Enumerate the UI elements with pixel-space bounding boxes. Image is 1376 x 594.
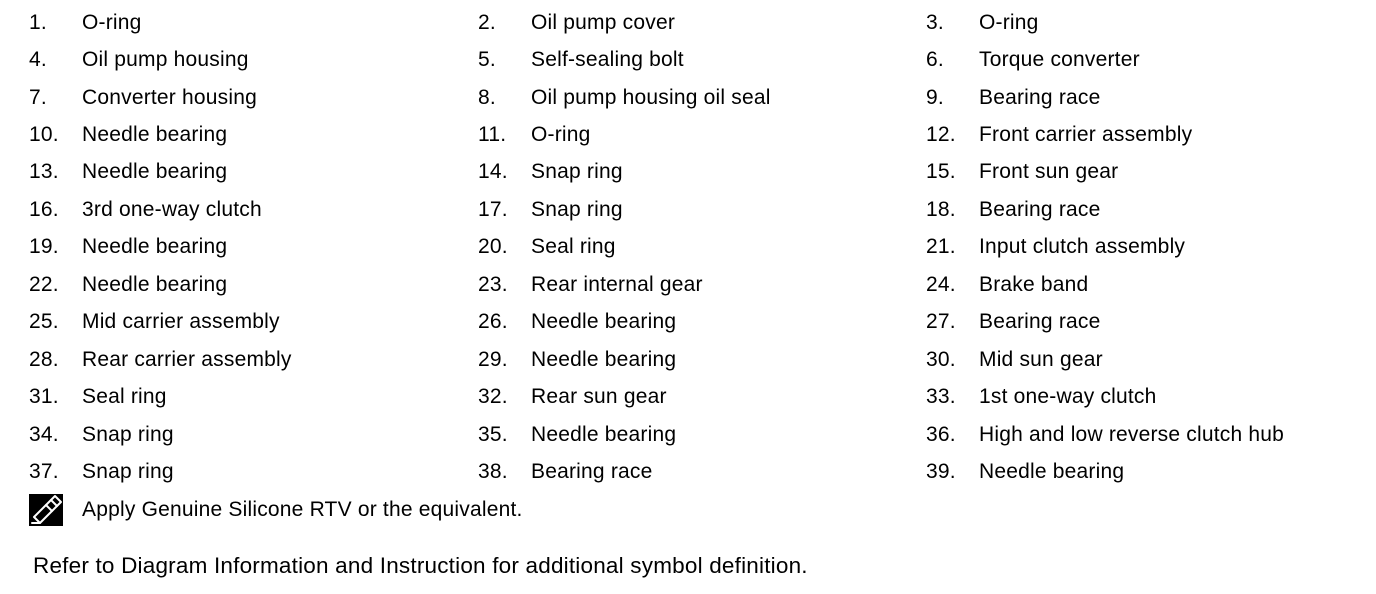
legend-item — [926, 41, 1140, 78]
item-number: 25. — [29, 310, 59, 334]
item-number: 29. — [478, 347, 508, 371]
item-label: Snap ring — [531, 197, 623, 221]
legend-item — [478, 191, 623, 228]
item-label: O-ring — [82, 10, 142, 34]
item-label: 3rd one-way clutch — [82, 197, 262, 221]
item-label: Snap ring — [531, 160, 623, 184]
item-number: 17. — [478, 197, 508, 221]
legend-item — [926, 341, 1103, 378]
legend-item — [478, 416, 676, 453]
legend-item — [29, 4, 142, 41]
item-label: Seal ring — [531, 235, 616, 259]
item-label: Needle bearing — [979, 459, 1125, 483]
legend-item — [478, 341, 676, 378]
item-number: 12. — [926, 123, 956, 147]
item-label: Oil pump housing — [82, 48, 249, 72]
legend-item — [478, 266, 703, 303]
item-label: Mid carrier assembly — [82, 310, 280, 334]
item-label: Rear internal gear — [531, 272, 703, 296]
item-label: Rear sun gear — [531, 385, 667, 409]
item-label: Self-sealing bolt — [531, 48, 684, 72]
item-number: 16. — [29, 197, 59, 221]
item-label: Bearing race — [979, 310, 1101, 334]
legend-item — [926, 4, 1039, 41]
legend-item — [478, 304, 676, 341]
legend-item — [926, 266, 1088, 303]
legend-item — [926, 191, 1100, 228]
legend-row — [29, 266, 1359, 303]
item-number: 30. — [926, 347, 956, 371]
item-number: 18. — [926, 197, 956, 221]
legend-item — [478, 453, 652, 490]
item-label: Needle bearing — [531, 310, 677, 334]
legend-row — [29, 304, 1359, 341]
legend-item — [29, 229, 227, 266]
legend-item — [478, 154, 623, 191]
item-label: Torque converter — [979, 48, 1140, 72]
item-number: 33. — [926, 385, 956, 409]
item-number: 5. — [478, 48, 496, 72]
item-number: 9. — [926, 85, 944, 109]
item-label: Front carrier assembly — [979, 123, 1193, 147]
legend-row — [29, 116, 1359, 153]
legend-row — [29, 79, 1359, 116]
item-number: 32. — [478, 385, 508, 409]
item-number: 19. — [29, 235, 59, 259]
legend-item — [29, 341, 292, 378]
legend-item — [478, 41, 684, 78]
item-number: 13. — [29, 160, 59, 184]
item-number: 8. — [478, 85, 496, 109]
item-number: 34. — [29, 422, 59, 446]
item-number: 14. — [478, 160, 508, 184]
legend-item — [478, 378, 667, 415]
legend-row — [29, 41, 1359, 78]
legend-row — [29, 191, 1359, 228]
footer-note: Refer to Diagram Information and Instruction for additional symbol definition. — [33, 553, 808, 578]
symbol-description: Apply Genuine Silicone RTV or the equivalent. — [82, 498, 523, 521]
legend-row — [29, 416, 1359, 453]
legend-item — [478, 79, 771, 116]
item-label: O-ring — [531, 123, 591, 147]
legend-item — [926, 229, 1185, 266]
symbol-legend — [29, 490, 523, 530]
item-label: Input clutch assembly — [979, 235, 1186, 259]
item-label: Bearing race — [979, 85, 1101, 109]
legend-row — [29, 341, 1359, 378]
item-number: 35. — [478, 422, 508, 446]
legend-row — [29, 229, 1359, 266]
item-number: 7. — [29, 85, 47, 109]
item-label: Bearing race — [531, 459, 653, 483]
item-label: Front sun gear — [979, 160, 1119, 184]
legend-item — [926, 416, 1284, 453]
item-label: O-ring — [979, 10, 1039, 34]
item-label: Brake band — [979, 272, 1089, 296]
legend-item — [29, 191, 262, 228]
legend-item — [29, 79, 257, 116]
item-label: Needle bearing — [82, 123, 228, 147]
item-number: 27. — [926, 310, 956, 334]
item-label: Needle bearing — [82, 160, 228, 184]
item-label: 1st one-way clutch — [979, 385, 1157, 409]
item-label: Oil pump housing oil seal — [531, 85, 771, 109]
item-number: 39. — [926, 459, 956, 483]
legend-row — [29, 154, 1359, 191]
legend-item — [29, 154, 227, 191]
item-label: Needle bearing — [82, 235, 228, 259]
item-number: 10. — [29, 123, 59, 147]
legend-item — [29, 304, 280, 341]
legend-item — [926, 378, 1157, 415]
legend-item — [926, 116, 1192, 153]
legend-item — [29, 41, 249, 78]
legend-item — [926, 453, 1124, 490]
item-number: 31. — [29, 385, 59, 409]
legend-item — [29, 378, 167, 415]
item-number: 23. — [478, 272, 508, 296]
legend-item — [29, 266, 227, 303]
item-label: Needle bearing — [531, 347, 677, 371]
item-label: Bearing race — [979, 197, 1101, 221]
legend-row — [29, 453, 1359, 490]
item-number: 36. — [926, 422, 956, 446]
item-number: 4. — [29, 48, 47, 72]
legend-item — [29, 116, 227, 153]
legend-item — [478, 229, 616, 266]
item-label: Converter housing — [82, 85, 257, 109]
legend-row — [29, 4, 1359, 41]
legend-item — [926, 304, 1100, 341]
item-label: Oil pump cover — [531, 10, 676, 34]
legend-item — [926, 79, 1100, 116]
legend-item — [478, 116, 591, 153]
item-label: Mid sun gear — [979, 347, 1103, 371]
item-number: 22. — [29, 272, 59, 296]
item-number: 3. — [926, 10, 944, 34]
parts-legend — [29, 4, 1359, 491]
item-number: 15. — [926, 160, 956, 184]
sealant-tube-icon — [29, 494, 63, 526]
item-number: 2. — [478, 10, 496, 34]
item-number: 20. — [478, 235, 508, 259]
legend-item — [478, 4, 675, 41]
item-label: Snap ring — [82, 422, 174, 446]
legend-item — [926, 154, 1118, 191]
legend-row — [29, 378, 1359, 415]
legend-item — [29, 416, 174, 453]
item-number: 38. — [478, 459, 508, 483]
item-label: Needle bearing — [531, 422, 677, 446]
item-number: 11. — [478, 123, 507, 147]
legend-item — [29, 453, 174, 490]
item-number: 26. — [478, 310, 508, 334]
item-number: 37. — [29, 459, 59, 483]
item-number: 6. — [926, 48, 944, 72]
item-label: High and low reverse clutch hub — [979, 422, 1285, 446]
item-label: Rear carrier assembly — [82, 347, 292, 371]
item-number: 24. — [926, 272, 956, 296]
item-label: Needle bearing — [82, 272, 228, 296]
item-label: Snap ring — [82, 459, 174, 483]
item-number: 28. — [29, 347, 59, 371]
item-number: 21. — [926, 235, 956, 259]
item-number: 1. — [29, 10, 47, 34]
item-label: Seal ring — [82, 385, 167, 409]
